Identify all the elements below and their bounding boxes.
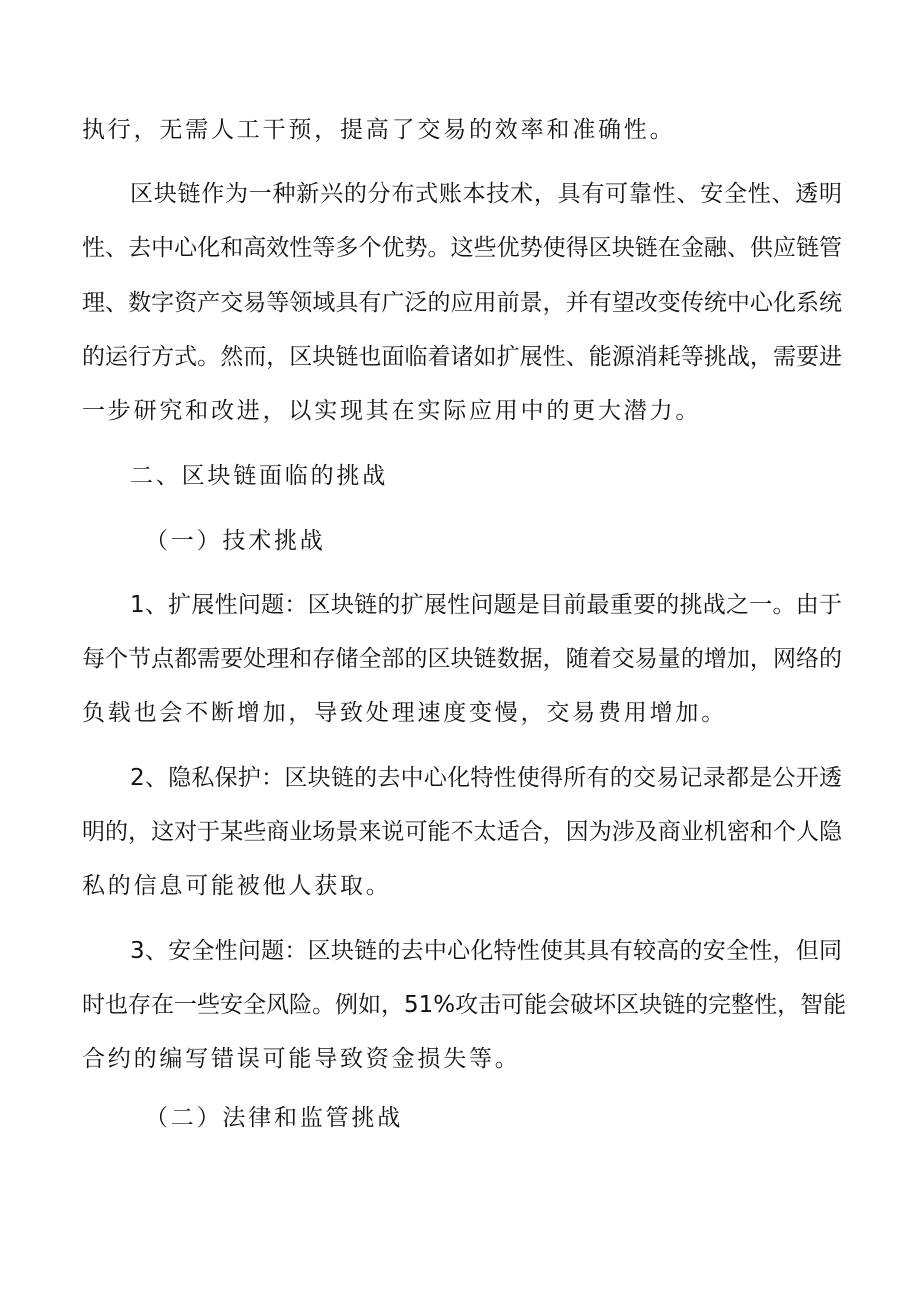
item-1-line: 负载也会不断增加，导致处理速度变慢，交易费用增加。 [82, 700, 727, 726]
subsection-heading: （一）技术挑战 [145, 528, 326, 554]
item-3-line: 合约的编写错误可能导致资金损失等。 [82, 1046, 521, 1072]
paragraph-overview-line: 的运行方式。然而，区块链也面临着诸如扩展性、能源消耗等挑战，需要进 [82, 344, 842, 370]
item-1-line: 每个节点都需要处理和存储全部的区块链数据，随着交易量的增加，网络的 [82, 646, 842, 672]
subsection-heading: （二）法律和监管挑战 [145, 1105, 403, 1131]
paragraph-overview-line: 理、数字资产交易等领域具有广泛的应用前景，并有望改变传统中心化系统 [82, 290, 842, 316]
item-2-line: 私的信息可能被他人获取。 [82, 873, 392, 899]
paragraph-continued-line: 执行，无需人工干预，提高了交易的效率和准确性。 [82, 117, 676, 143]
paragraph-overview-line: 性、去中心化和高效性等多个优势。这些优势使得区块链在金融、供应链管 [82, 235, 842, 261]
item-2-line: 2、隐私保护：区块链的去中心化特性使得所有的交易记录都是公开透 [130, 765, 842, 791]
section-heading: 二、区块链面临的挑战 [130, 463, 388, 489]
item-3-line: 3、安全性问题：区块链的去中心化特性使其具有较高的安全性，但同 [130, 938, 842, 964]
paragraph-overview-line: 一步研究和改进，以实现其在实际应用中的更大潜力。 [82, 398, 702, 424]
paragraph-overview-line: 区块链作为一种新兴的分布式账本技术，具有可靠性、安全性、透明 [130, 181, 842, 207]
item-2-line: 明的，这对于某些商业场景来说可能不太适合，因为涉及商业机密和个人隐 [82, 819, 842, 845]
item-3-line: 时也存在一些安全风险。例如，51%攻击可能会破坏区块链的完整性，智能 [82, 992, 847, 1018]
item-1-line: 1、扩展性问题：区块链的扩展性问题是目前最重要的挑战之一。由于 [130, 592, 842, 618]
